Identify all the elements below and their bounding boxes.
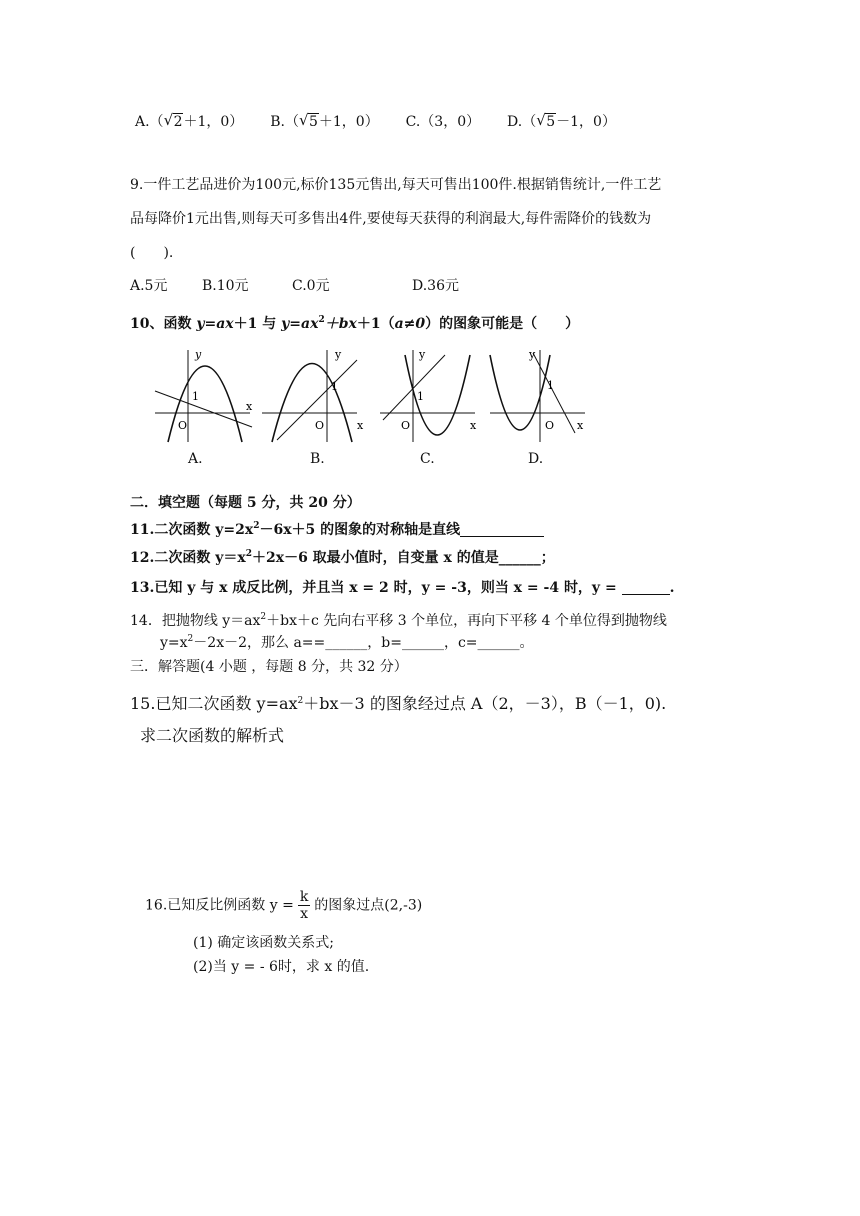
graph-b-y-label: y [335, 348, 342, 361]
q11-exp: 2 [253, 521, 260, 531]
q8-b-suffix: ＋1，0） [318, 114, 379, 130]
q11-text: 11.二次函数 y=2x [130, 522, 254, 538]
q11-answer-blank[interactable] [460, 522, 544, 537]
q9-option-a: A.5元 [130, 278, 168, 294]
q16-post: 的图象过点(2,-3) [314, 897, 423, 914]
q10-func-linear: y=ax [196, 316, 234, 332]
q9-option-d: D.36元 [412, 278, 459, 294]
q16-numerator: k [299, 889, 309, 905]
q16-sub-2: (2)当 y = - 6时，求 x 的值. [193, 959, 370, 975]
q10-text-c: ＋1（ [356, 316, 395, 332]
q8-option-a [135, 113, 243, 131]
q12-rest: ＋2x－6 取最小值时，自变量 x 的值是______； [251, 550, 555, 566]
q16-denominator: x [300, 906, 308, 922]
q10-text-d: ）的图象可能是（ ） [425, 316, 580, 332]
q12 [130, 545, 555, 567]
graph-b-x-label: x [357, 419, 364, 432]
q10-func-quad-a: y=ax [281, 316, 319, 332]
graph-a-label: A. [188, 451, 203, 467]
q14-text-2a: y=x [160, 635, 188, 651]
graph-c-one: 1 [417, 390, 424, 403]
graph-a-x-label: x [246, 400, 253, 413]
graph-d-origin: O [545, 419, 555, 432]
q9-line-1: 9.一件工艺品进价为100元,标价135元售出,每天可售出100件.根据销售统计,一件工艺 [130, 177, 662, 193]
q10-text-b: ＋1 与 [233, 316, 282, 332]
section-2-heading: 二．填空题（每题 5 分，共 20 分） [130, 495, 361, 511]
q9-line-3: ( ). [130, 245, 174, 261]
q13-text: 13.已知 y 与 x 成反比例，并且当 x = 2 时，y = -3，则当 x = -4 时，y = [130, 580, 622, 596]
graph-c [375, 345, 485, 445]
q14-line-2 [160, 630, 534, 652]
q10-func-quad-exp: 2 [318, 315, 325, 325]
q16-fraction [298, 889, 310, 922]
q8-a-prefix: A.（ [135, 114, 164, 130]
q11 [130, 517, 544, 539]
q14-exp-1: 2 [260, 612, 267, 622]
q8-a-radicand: 2 [173, 114, 183, 130]
graph-a [150, 345, 260, 445]
section-3-heading: 三．解答题(4 小题 ，每题 8 分，共 32 分） [130, 659, 408, 675]
graph-a-one: 1 [192, 390, 199, 403]
graph-c-y-label: y [419, 348, 426, 361]
q13-end: . [669, 580, 675, 596]
q8-a-suffix: ＋1，0） [183, 114, 244, 130]
graph-a-origin: O [178, 419, 188, 432]
q16-pre: 16.已知反比例函数 y = [145, 897, 294, 914]
q13-answer-blank[interactable] [622, 580, 670, 595]
q16-question [145, 889, 422, 922]
graph-b-one: 1 [331, 380, 338, 393]
q11-rest: －6x＋5 的图象的对称轴是直线 [259, 522, 461, 538]
q12-text: 12.二次函数 y＝x [130, 550, 246, 566]
graph-b-label: B. [310, 451, 325, 467]
graph-b-origin: O [315, 419, 325, 432]
graph-a-y-label: y [195, 348, 202, 361]
graph-d [485, 345, 595, 445]
q10-question [130, 311, 579, 333]
q8-option-b [270, 113, 379, 131]
q15-text-1a: 15.已知二次函数 y=ax [130, 694, 298, 713]
q9-options [130, 277, 459, 295]
sqrt-sign: √ 5 [536, 111, 556, 130]
q8-d-radicand: 5 [546, 114, 556, 130]
q8-option-c: C.（3，0） [405, 114, 481, 130]
sqrt-sign: √ 5 [298, 111, 318, 130]
graph-b [257, 345, 367, 445]
q13 [130, 579, 674, 597]
q14-text-1b: ＋bx＋c 先向右平移 3 个单位，再向下平移 4 个单位得到抛物线 [266, 613, 667, 629]
q12-exp: 2 [245, 549, 252, 559]
graph-d-one: 1 [547, 379, 554, 392]
q14-text-1: 14．把抛物线 y＝ax [130, 613, 261, 629]
q8-d-suffix: －1，0） [556, 114, 616, 130]
q16-sub-1: (1) 确定该函数关系式; [193, 935, 334, 951]
q15-exp: 2 [297, 696, 304, 706]
graph-c-label: C. [420, 451, 435, 467]
q8-options [135, 113, 616, 131]
graph-d-x-label: x [577, 419, 584, 432]
q15-line-2: 求二次函数的解析式 [140, 726, 285, 745]
q15-line-1 [130, 692, 666, 713]
sqrt-sign: √ 2 [163, 111, 183, 130]
q15-text-1b: ＋bx－3 的图象经过点 A（2，－3），B（－1，0). [303, 694, 667, 713]
graph-c-origin: O [401, 419, 411, 432]
q9-line-2: 品每降价1元出售,则每天可多售出4件,要使每天获得的利润最大,每件需降价的钱数为 [130, 211, 652, 227]
q8-option-d [507, 113, 616, 131]
graph-d-y-label: y [529, 348, 536, 361]
q10-text-a: 10、函数 [130, 316, 197, 332]
q10-func-quad-b: ＋bx [324, 316, 357, 332]
q9-option-b: B.10元 [202, 278, 249, 294]
q8-b-radicand: 5 [308, 114, 318, 130]
graph-d-label: D. [528, 451, 544, 467]
q14-exp-2: 2 [187, 634, 194, 644]
q8-d-prefix: D.（ [507, 114, 537, 130]
graph-c-x-label: x [470, 419, 477, 432]
q10-condition: a≠0 [394, 316, 426, 332]
q14-line-1 [130, 608, 667, 630]
q14-text-2b: －2x－2，那么 a==______，b=______，c=______。 [193, 635, 534, 651]
q9-option-c: C.0元 [292, 278, 330, 294]
q8-b-prefix: B.（ [270, 114, 299, 130]
